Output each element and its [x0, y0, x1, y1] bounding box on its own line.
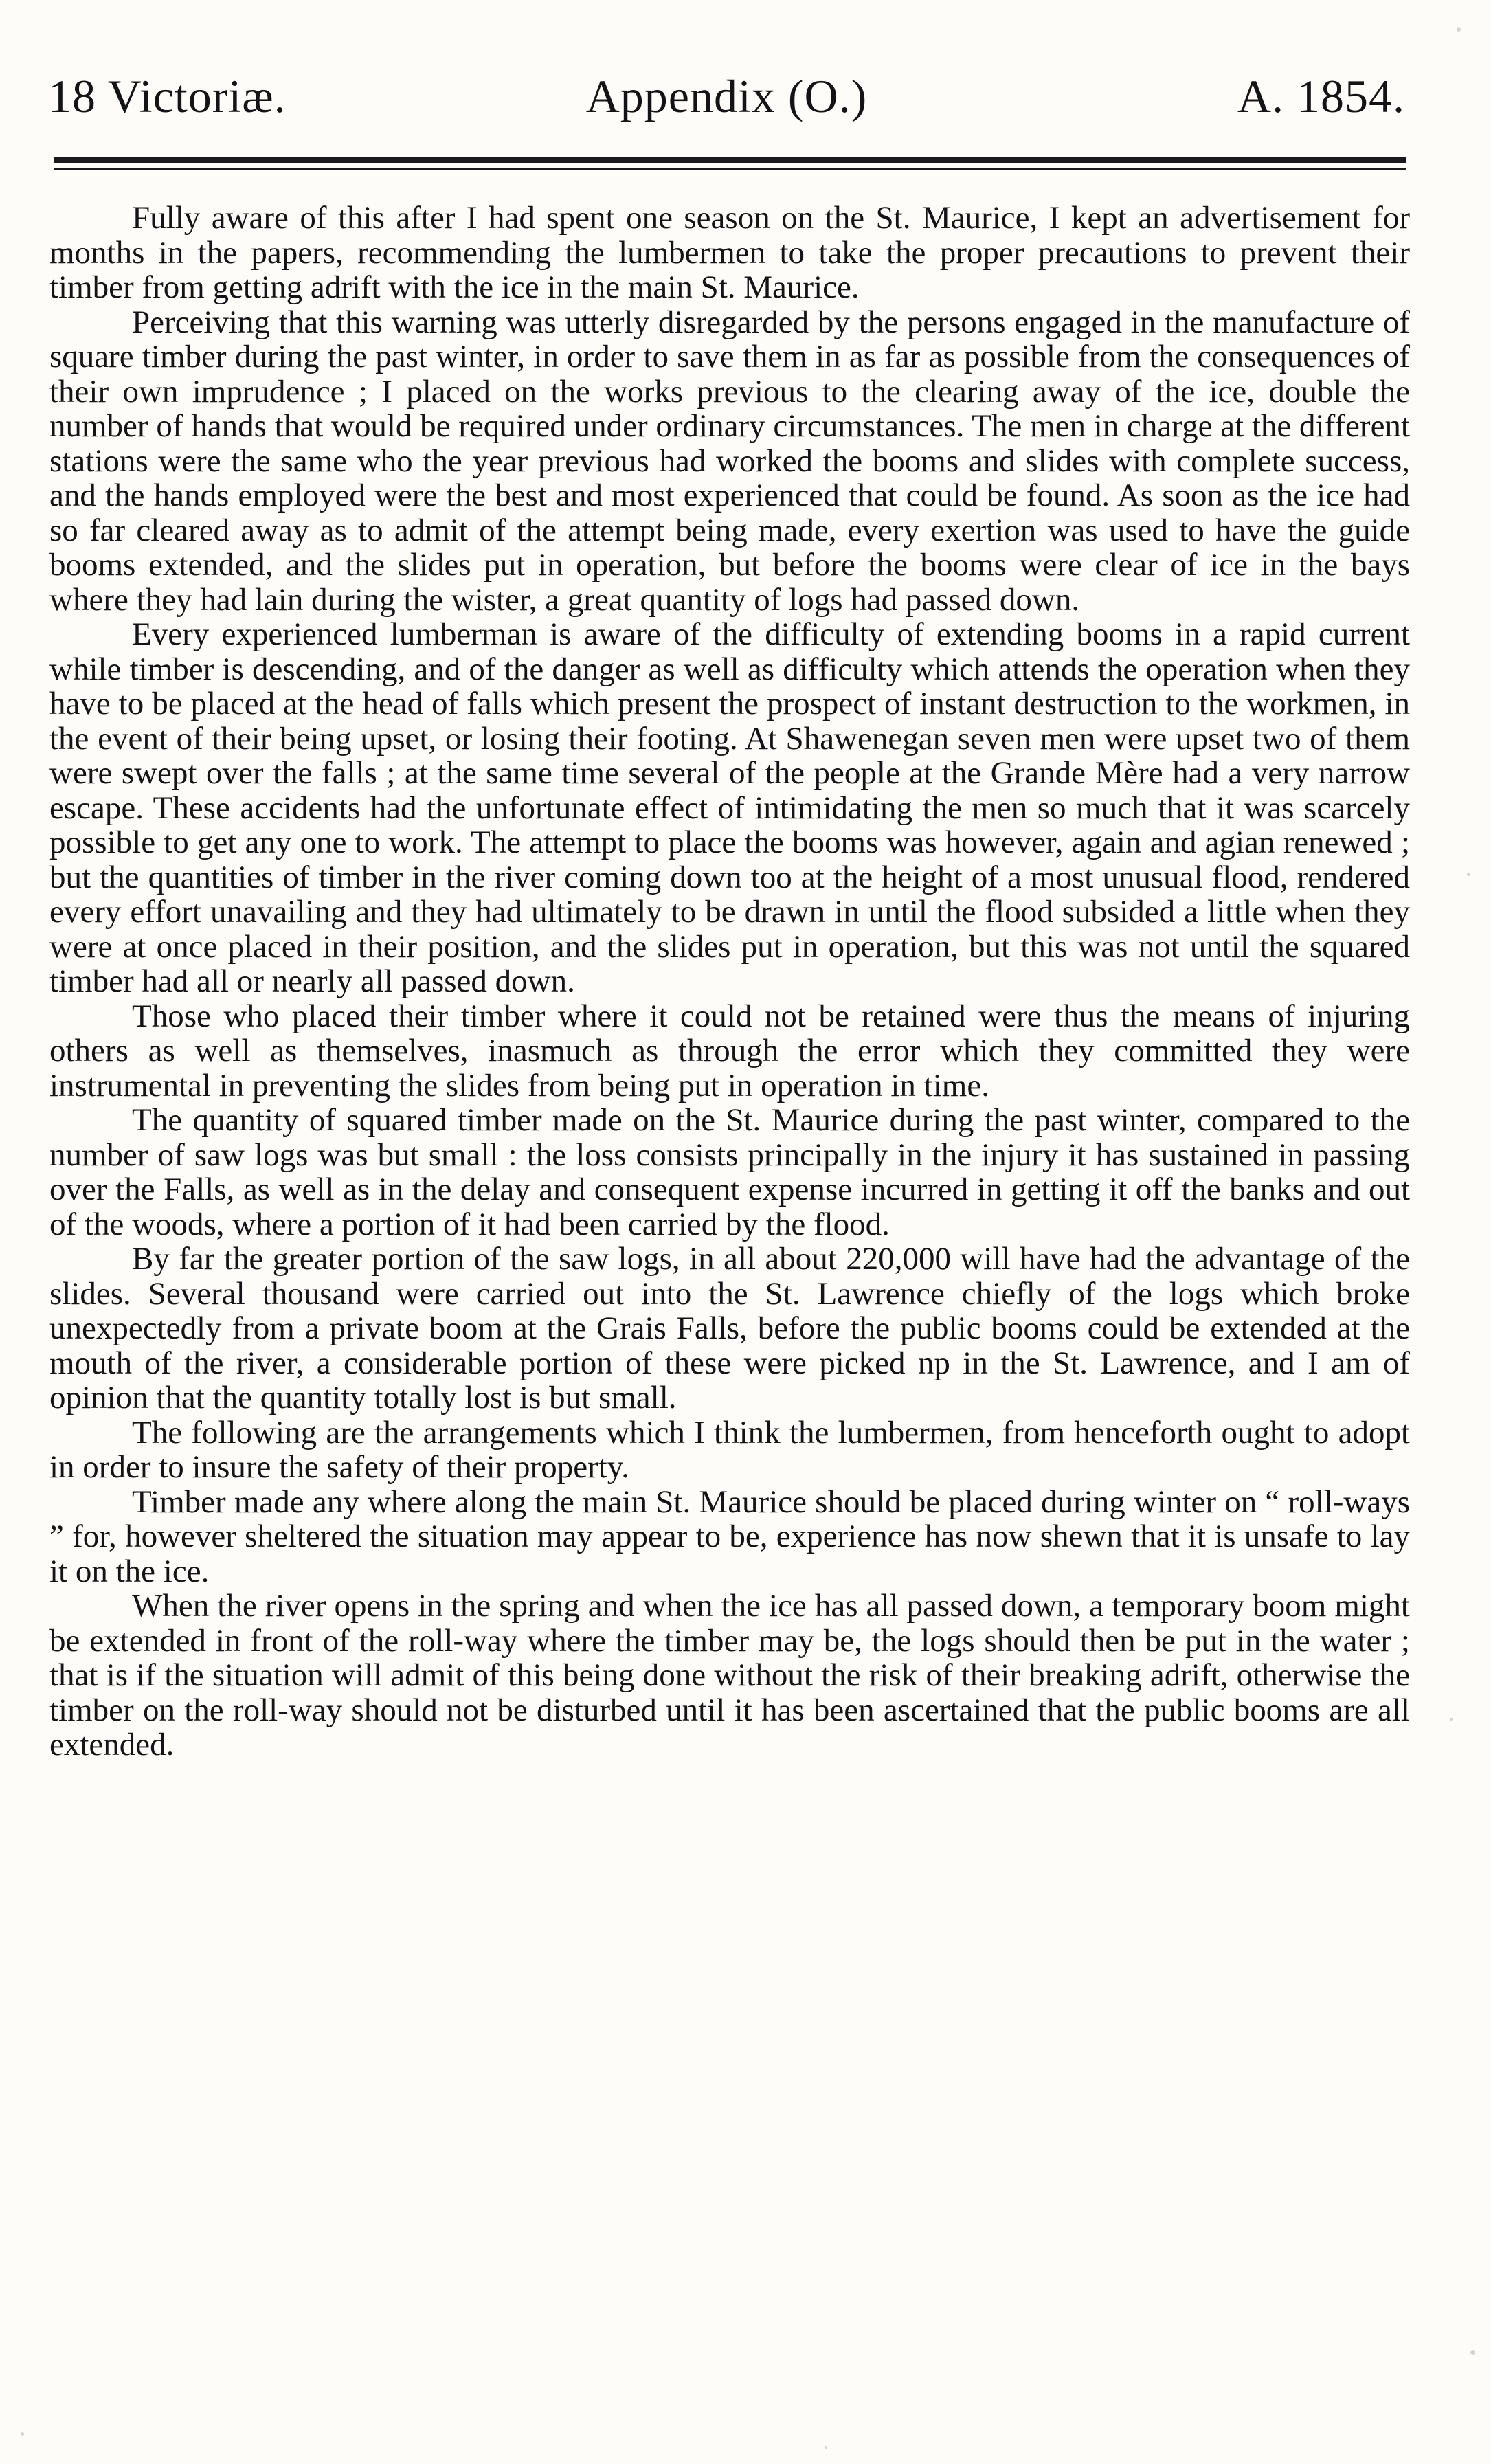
appendix-title: Appendix (O.): [585, 70, 868, 122]
paragraph: Fully aware of this after I had spent one season on the St. Maurice, I kept an advertisement for months in the papers, recommending the lumbermen to take the proper precautions to prevent their timber from getting adrift with the ice in the main St. Maurice.: [49, 200, 1410, 305]
paragraph: By far the greater portion of the saw logs, in all about 220,000 will have had the advantage of the slides. Several thousand were carried out into the St. Lawrence chiefly of the logs which broke unexpectedly from a private boom at the Grais Falls, before the public booms could be extended at the mouth of the river, a considerable portion of these were picked np in the St. Lawrence, and I am of opinion that the quantity totally lost is but small.: [49, 1241, 1410, 1415]
session-label: 18 Victoriæ.: [48, 70, 287, 122]
year-label: A. 1854.: [1237, 70, 1405, 122]
print-speck: [1457, 27, 1461, 32]
body-text: [49, 201, 1410, 1762]
paragraph: Perceiving that this warning was utterly disregarded by the persons engaged in the manufacture of square timber during the past winter, in order to save them in as far as possible from the consequences of their own imprudence ; I placed on the works previous to the clearing away of the ice, double the number of hands that would be required under ordinary circumstances. The men in charge at the different stations were the same who the year previous had worked the booms and slides with complete success, and the hands employed were the best and most experienced that could be found. As soon as the ice had so far cleared away as to admit of the attempt being made, every exertion was used to have the guide booms extended, and the slides put in operation, but before the booms were clear of ice in the bays where they had lain during the wister, a great quantity of logs had passed down.: [49, 304, 1410, 618]
header-rule-thin: [54, 168, 1406, 170]
paragraph: The following are the arrangements which I think the lumbermen, from henceforth ought to adopt in order to insure the safety of their property.: [49, 1414, 1410, 1485]
print-speck: [1470, 2350, 1475, 2355]
header-rule-thick: [54, 157, 1406, 163]
paragraph: When the river opens in the spring and when the ice has all passed down, a temporary boom might be extended in front of the roll-way where the timber may be, the logs should then be put in the water ; that is if the situation will admit of this being done without the risk of their breaking adrift, otherwise the timber on the roll-way should not be disturbed until it has been ascertained that the public booms are all extended.: [49, 1588, 1410, 1762]
paragraph: Those who placed their timber where it could not be retained were thus the means of injuring others as well as themselves, inasmuch as through the error which they committed they were instrumental in preventing the slides from being put in operation in time.: [49, 998, 1410, 1104]
print-speck: [1467, 873, 1470, 876]
paragraph: Timber made any where along the main St. Maurice should be placed during winter on “ roll-ways ” for, however sheltered the situation may appear to be, experience has now shewn that it is unsafe to lay it on the ice.: [49, 1483, 1410, 1589]
print-speck: [1450, 1718, 1453, 1721]
paragraph: Every experienced lumberman is aware of the difficulty of extending booms in a rapid current while timber is descending, and of the danger as well as difficulty which attends the operation when they have to be placed at the head of falls which present the prospect of instant destruction to the workmen, in the event of their being upset, or losing their footing. At Shawenegan seven men were upset two of them were swept over the falls ; at the same time several of the people at the Grande Mère had a very narrow escape. These accidents had the unfortunate effect of intimidating the men so much that it was scarcely possible to get any one to work. The attempt to place the booms was however, again and agian renewed ; but the quantities of timber in the river coming down too at the height of a most unusual flood, rendered every effort unavailing and they had ultimately to be drawn in until the flood subsided a little when they were at once placed in their position, and the slides put in operation, but this was not until the squared timber had all or nearly all passed down.: [49, 616, 1410, 999]
page-header: [48, 65, 1405, 134]
paragraph: The quantity of squared timber made on the St. Maurice during the past winter, compared to the number of saw logs was but small : the loss consists principally in the injury it has sustained in passing over the Falls, as well as in the delay and consequent expense incurred in getting it off the banks and out of the woods, where a portion of it had been carried by the flood.: [49, 1102, 1410, 1242]
print-speck: [21, 2432, 24, 2436]
print-speck: [825, 2446, 827, 2449]
